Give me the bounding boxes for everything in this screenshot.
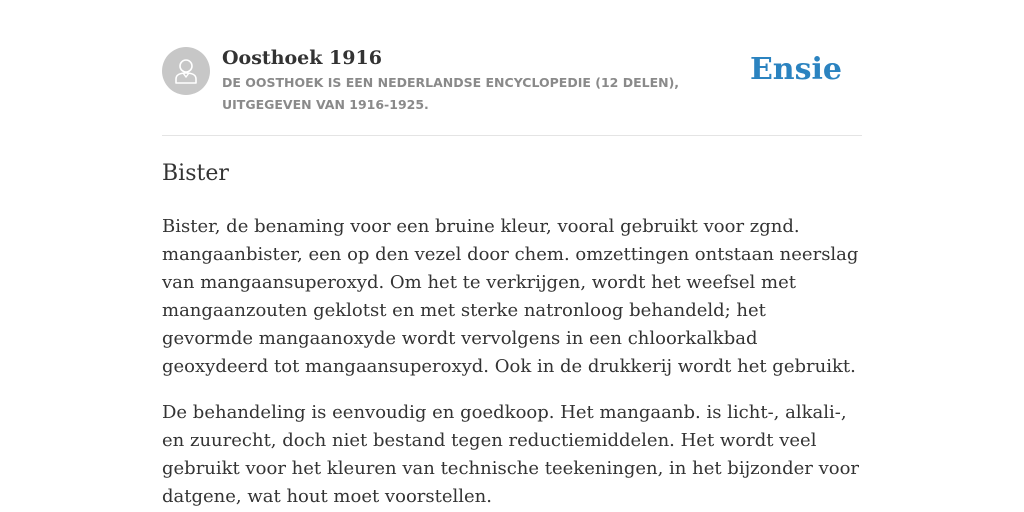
- user-icon: [171, 56, 201, 86]
- source-description: DE OOSTHOEK IS EEN NEDERLANDSE ENCYCLOPEDIE (12 DELEN), UITGEGEVEN VAN 1916-1925.: [222, 75, 680, 112]
- article: [162, 156, 862, 512]
- article-title: Bister: [162, 161, 229, 186]
- header-divider: [162, 135, 862, 136]
- source-header: [162, 46, 862, 136]
- avatar[interactable]: [162, 47, 210, 95]
- article-paragraph: Bister, de benaming voor een bruine kleur, vooral gebruikt voor zgnd. mangaanbister, een op den vezel door chem. omzettingen ontstaan neerslag van mangaansuperoxyd. Om het te verkrijgen, wordt het weefsel met mangaanzouten geklotst en met sterke natronloog behandeld; het gevormde mangaanoxyde wordt vervolgens in een chloorkalkbad geoxydeerd tot mangaansuperoxyd. Ook in de drukkerij wordt het gebruikt.: [162, 216, 859, 377]
- article-paragraph: De behandeling is eenvoudig en goedkoop. Het mangaanb. is licht-, alkali-, en zuurecht, doch niet bestand tegen reductiemiddelen. Het wordt veel gebruikt voor het kleuren van technische teekeningen, in het bijzonder voor datgene, wat hout moet voorstellen.: [162, 402, 860, 507]
- ensie-logo[interactable]: Ensie: [749, 52, 842, 87]
- source-title[interactable]: Oosthoek 1916: [222, 47, 382, 69]
